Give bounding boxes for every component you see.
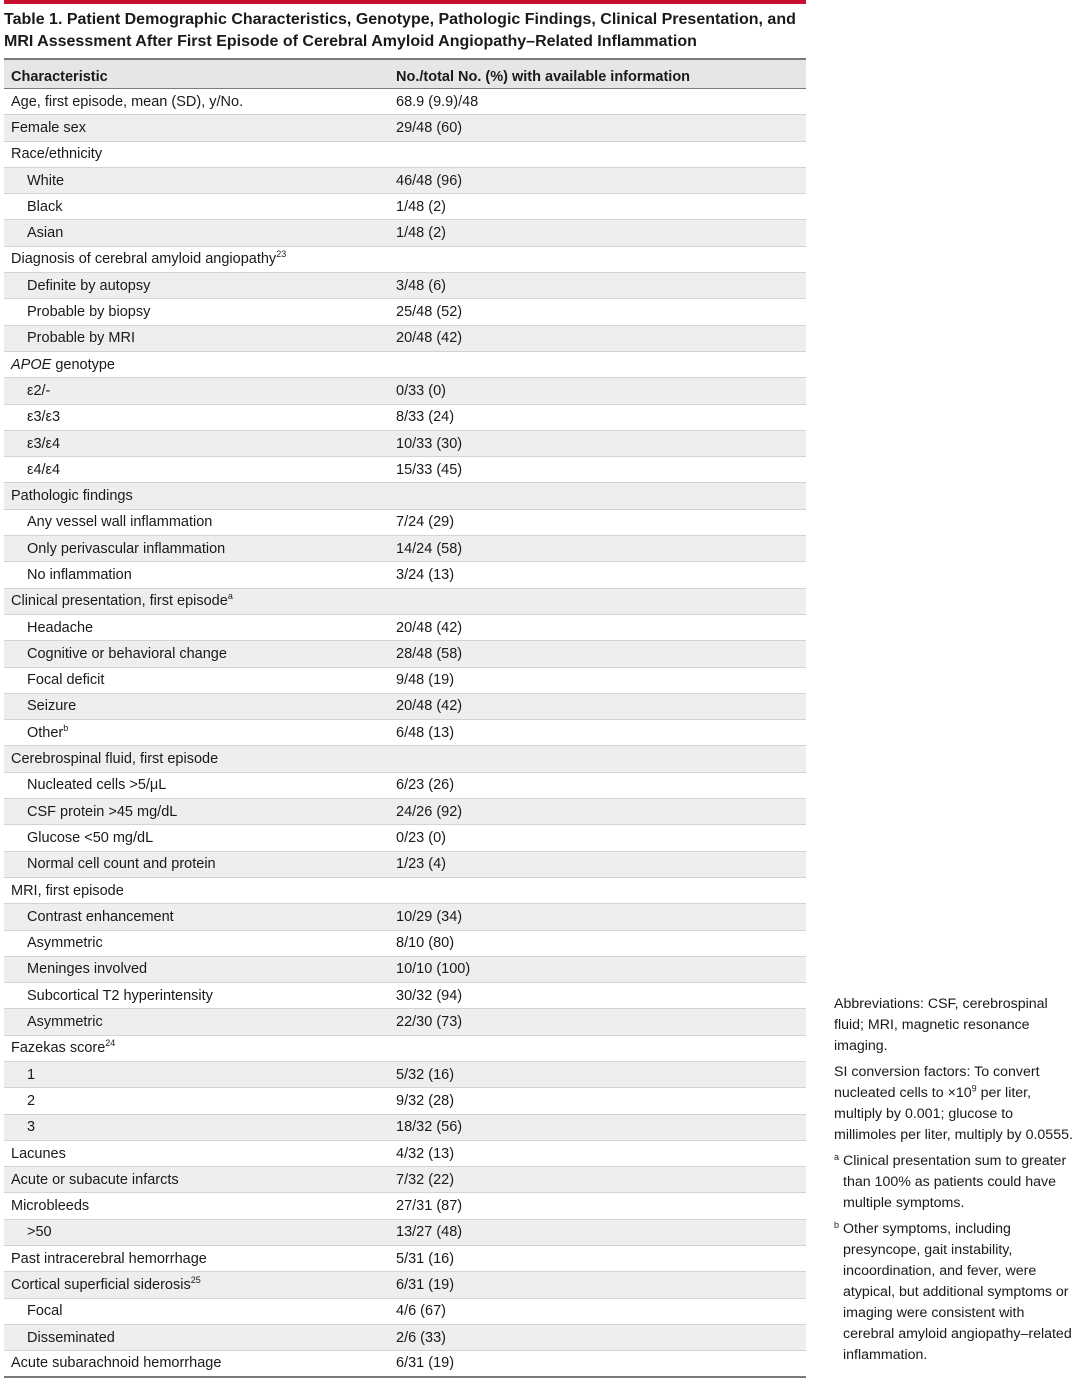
row-label (4, 988, 392, 1004)
row-label (4, 961, 392, 977)
table-row (4, 1036, 806, 1062)
table-row (4, 615, 806, 641)
row-label (4, 777, 392, 793)
row-label-text: Asymmetric (27, 935, 103, 952)
footnote-b-mark: b (834, 1220, 840, 1230)
row-label (4, 672, 392, 688)
table-row (4, 694, 806, 720)
table-row (4, 852, 806, 878)
row-label (4, 541, 392, 557)
table-row (4, 536, 806, 562)
row-label-text: >50 (27, 1224, 52, 1241)
table-row (4, 457, 806, 483)
row-label (4, 330, 392, 346)
row-label (4, 1355, 392, 1371)
abbreviations-note: Abbreviations: CSF, cerebrospinal fluid; MRI, magnetic resonance imaging. (834, 996, 1048, 1054)
row-label (4, 488, 392, 504)
footnote-a (834, 1151, 1078, 1214)
row-value: 6/31 (19) (396, 1355, 455, 1372)
row-label (4, 1093, 392, 1109)
row-label-text: Cognitive or behavioral change (27, 645, 227, 662)
row-value: 7/32 (22) (396, 1171, 455, 1188)
table-row (4, 641, 806, 667)
row-value: 68.9 (9.9)/48 (396, 93, 479, 110)
row-value: 14/24 (58) (396, 540, 463, 557)
row-value: 30/32 (94) (396, 987, 463, 1004)
row-label-text: Black (27, 198, 63, 215)
table-row (4, 1325, 806, 1351)
table-body (4, 89, 806, 1378)
row-value: 7/24 (29) (396, 514, 455, 531)
row-label-text: Asian (27, 225, 64, 242)
footnote-b (834, 1219, 1078, 1366)
row-label-text: Cerebrospinal fluid, first episode (11, 751, 219, 768)
table-row (4, 746, 806, 772)
row-label-text: ε4/ε4 (27, 461, 61, 478)
table-row (4, 1220, 806, 1246)
row-value: 28/48 (58) (396, 645, 463, 662)
row-label (4, 146, 392, 162)
footnote-a-text: Clinical presentation sum to greater than 100% as patients could have multiple symptoms. (843, 1153, 1067, 1211)
table-row (4, 931, 806, 957)
row-footnote-ref: b (63, 722, 69, 733)
row-value: 10/29 (34) (396, 908, 463, 925)
row-label (4, 1146, 392, 1162)
table-notes (834, 994, 1078, 1371)
row-label-text: ε3/ε4 (27, 435, 61, 452)
row-label (4, 935, 392, 951)
row-label (4, 909, 392, 925)
table-row (4, 668, 806, 694)
row-value: 15/33 (45) (396, 461, 463, 478)
row-value: 2/6 (33) (396, 1329, 446, 1346)
row-value: 27/31 (87) (396, 1198, 463, 1215)
row-label-text: Only perivascular inflammation (27, 540, 226, 557)
row-label (4, 1224, 392, 1240)
row-label-text: Probable by MRI (27, 330, 135, 347)
row-value: 20/48 (42) (396, 330, 463, 347)
row-label (4, 1014, 392, 1030)
table-row (4, 247, 806, 273)
row-label-text: Clinical presentation, first episode (11, 593, 228, 610)
row-value: 20/48 (42) (396, 698, 463, 715)
row-label (4, 722, 392, 741)
row-value: 13/27 (48) (396, 1224, 463, 1241)
table-row (4, 957, 806, 983)
table-row (4, 1272, 806, 1298)
row-label-text: Focal deficit (27, 672, 105, 689)
row-value: 8/33 (24) (396, 409, 455, 426)
row-value: 25/48 (52) (396, 304, 463, 321)
row-label (4, 304, 392, 320)
row-value: 5/31 (16) (396, 1250, 455, 1267)
row-value: 6/23 (26) (396, 777, 455, 794)
row-label-text: Lacunes (11, 1145, 66, 1162)
row-label-text: Subcortical T2 hyperintensity (27, 987, 213, 1004)
row-label-text: Headache (27, 619, 94, 636)
row-label-text: 3 (27, 1119, 36, 1136)
table-row (4, 904, 806, 930)
title-rule (4, 0, 806, 4)
row-label-text: White (27, 172, 65, 189)
row-label-text: Cortical superficial siderosis (11, 1277, 191, 1293)
table-row (4, 483, 806, 509)
row-label-text: Pathologic findings (11, 488, 133, 505)
row-label-text: Disseminated (27, 1329, 115, 1346)
row-label (4, 830, 392, 846)
header-characteristic: Characteristic (11, 69, 108, 85)
row-label (4, 698, 392, 714)
row-label (4, 1277, 392, 1293)
row-label-text: Acute subarachnoid hemorrhage (11, 1355, 222, 1372)
row-label (4, 94, 392, 110)
row-value: 4/32 (13) (396, 1145, 455, 1162)
row-value: 10/10 (100) (396, 961, 471, 978)
table-row (4, 352, 806, 378)
table-row (4, 878, 806, 904)
row-value: 24/26 (92) (396, 803, 463, 820)
table-title: Table 1. Patient Demographic Characteristics, Genotype, Pathologic Findings, Clinical Presentation, and MRI Assessment After First Episode of Cerebral Amyloid Angiopathy–Related Inflammation (4, 11, 796, 50)
row-label-text: Past intracerebral hemorrhage (11, 1250, 207, 1267)
table-row (4, 773, 806, 799)
table-row (4, 1193, 806, 1219)
row-label (4, 804, 392, 820)
row-footnote-ref: a (227, 591, 233, 602)
row-label-text: CSF protein >45 mg/dL (27, 803, 178, 820)
row-label-text: Diagnosis of cerebral amyloid angiopathy (11, 251, 277, 268)
row-value: 46/48 (96) (396, 172, 463, 189)
row-label (4, 593, 392, 609)
row-label-text: No inflammation (27, 566, 132, 583)
row-label-text: Any vessel wall inflammation (27, 514, 213, 531)
row-footnote-ref: 23 (276, 249, 287, 260)
table-row (4, 378, 806, 404)
row-footnote-ref: 24 (105, 1038, 116, 1049)
row-label (4, 1251, 392, 1267)
row-value: 0/23 (0) (396, 829, 446, 846)
row-value: 4/6 (67) (396, 1303, 446, 1320)
row-label (4, 856, 392, 872)
row-label-text: APOE (11, 356, 52, 373)
row-label (4, 173, 392, 189)
row-label (4, 1330, 392, 1346)
row-value: 22/30 (73) (396, 1014, 463, 1031)
row-value: 18/32 (56) (396, 1119, 463, 1136)
row-label (4, 567, 392, 583)
row-value: 1/48 (2) (396, 225, 446, 242)
data-table (4, 58, 806, 1378)
table-row (4, 1351, 806, 1377)
row-label (4, 1172, 392, 1188)
table-row (4, 326, 806, 352)
row-label (4, 646, 392, 662)
table-row (4, 799, 806, 825)
row-value: 3/48 (6) (396, 277, 446, 294)
row-label (4, 409, 392, 425)
row-label (4, 462, 392, 478)
row-label (4, 251, 392, 267)
table-row (4, 1088, 806, 1114)
row-value: 20/48 (42) (396, 619, 463, 636)
row-label-text: Microbleeds (11, 1198, 90, 1215)
row-label-text: Nucleated cells >5/μL (27, 777, 167, 794)
table-row (4, 115, 806, 141)
row-label-text: Fazekas score (11, 1040, 106, 1057)
table-row (4, 1167, 806, 1193)
table-row (4, 1246, 806, 1272)
row-label-text: ε3/ε3 (27, 409, 61, 426)
si-note-text-b: per liter, multiply by 0.001; glucose to millimoles per liter, multiply by 0.0555. (834, 1085, 1073, 1143)
row-label-text: Female sex (11, 119, 86, 136)
row-label (4, 1119, 392, 1135)
row-label (4, 751, 392, 767)
table-row (4, 1009, 806, 1035)
table-row (4, 220, 806, 246)
table-row (4, 299, 806, 325)
table-row (4, 1299, 806, 1325)
row-label-text: Other (27, 724, 64, 741)
row-label-text: Acute or subacute infarcts (11, 1171, 179, 1188)
table-header (4, 58, 806, 89)
table-row (4, 405, 806, 431)
row-label-text: Age, first episode, mean (SD), y/No. (11, 93, 244, 110)
row-label-text: Meninges involved (27, 961, 148, 978)
row-value: 6/31 (19) (396, 1277, 455, 1293)
row-label (4, 883, 392, 899)
row-value: 10/33 (30) (396, 435, 463, 452)
row-value: 0/33 (0) (396, 382, 446, 399)
row-label (4, 1303, 392, 1319)
row-label (4, 1067, 392, 1083)
table-row (4, 194, 806, 220)
table-row (4, 1062, 806, 1088)
row-label (4, 199, 392, 215)
si-note-text-a: SI conversion factors: To convert nucleated cells to ×10 (834, 1064, 1040, 1101)
row-label-text: Glucose <50 mg/dL (27, 829, 154, 846)
si-note-exponent: 9 (971, 1083, 977, 1094)
row-label (4, 225, 392, 241)
row-label-text: Normal cell count and protein (27, 856, 216, 873)
row-label (4, 436, 392, 452)
row-value: 9/48 (19) (396, 672, 455, 689)
si-conversion-note (834, 1062, 1078, 1146)
row-label (4, 120, 392, 136)
footnote-b-text: Other symptoms, including presyncope, gait instability, incoordination, and fever, were atypical, but additional symptoms or imaging were consistent with cerebral amyloid angiopathy–related inflammation. (843, 1221, 1072, 1363)
table-row (4, 1115, 806, 1141)
header-value: No./total No. (%) with available information (396, 69, 691, 85)
row-label-text: Seizure (27, 698, 77, 715)
table-row (4, 168, 806, 194)
table-row (4, 142, 806, 168)
row-value: 3/24 (13) (396, 566, 455, 583)
row-label-text: 2 (27, 1092, 36, 1109)
table-row (4, 589, 806, 615)
table-row (4, 1141, 806, 1167)
table-row (4, 89, 806, 115)
row-label (4, 1040, 392, 1056)
table-row (4, 720, 806, 746)
table-row (4, 510, 806, 536)
table-row (4, 983, 806, 1009)
row-label-text: Probable by biopsy (27, 304, 151, 321)
row-value: 6/48 (13) (396, 724, 455, 741)
row-label-text: Asymmetric (27, 1014, 103, 1031)
row-label (4, 278, 392, 294)
row-label-suffix: genotype (51, 356, 115, 373)
row-label-text: Race/ethnicity (11, 146, 103, 163)
row-label (4, 357, 392, 373)
row-footnote-ref: 25 (190, 1275, 201, 1286)
row-label-text: Focal (27, 1303, 63, 1320)
footnote-a-mark: a (834, 1152, 840, 1162)
row-label-text: 1 (27, 1066, 36, 1083)
table-row (4, 562, 806, 588)
row-label-text: MRI, first episode (11, 882, 124, 899)
table-row (4, 273, 806, 299)
row-label-text: Definite by autopsy (27, 277, 151, 294)
row-value: 8/10 (80) (396, 935, 455, 952)
row-value: 9/32 (28) (396, 1092, 455, 1109)
row-label (4, 1198, 392, 1214)
row-label (4, 620, 392, 636)
row-label (4, 514, 392, 530)
row-label (4, 383, 392, 399)
row-value: 1/23 (4) (396, 856, 446, 873)
row-label-text: Contrast enhancement (27, 908, 174, 925)
row-label-text: ε2/- (27, 382, 51, 399)
row-value: 29/48 (60) (396, 119, 463, 136)
table-row (4, 431, 806, 457)
table-row (4, 825, 806, 851)
row-value: 1/48 (2) (396, 198, 446, 215)
row-value: 5/32 (16) (396, 1066, 455, 1083)
